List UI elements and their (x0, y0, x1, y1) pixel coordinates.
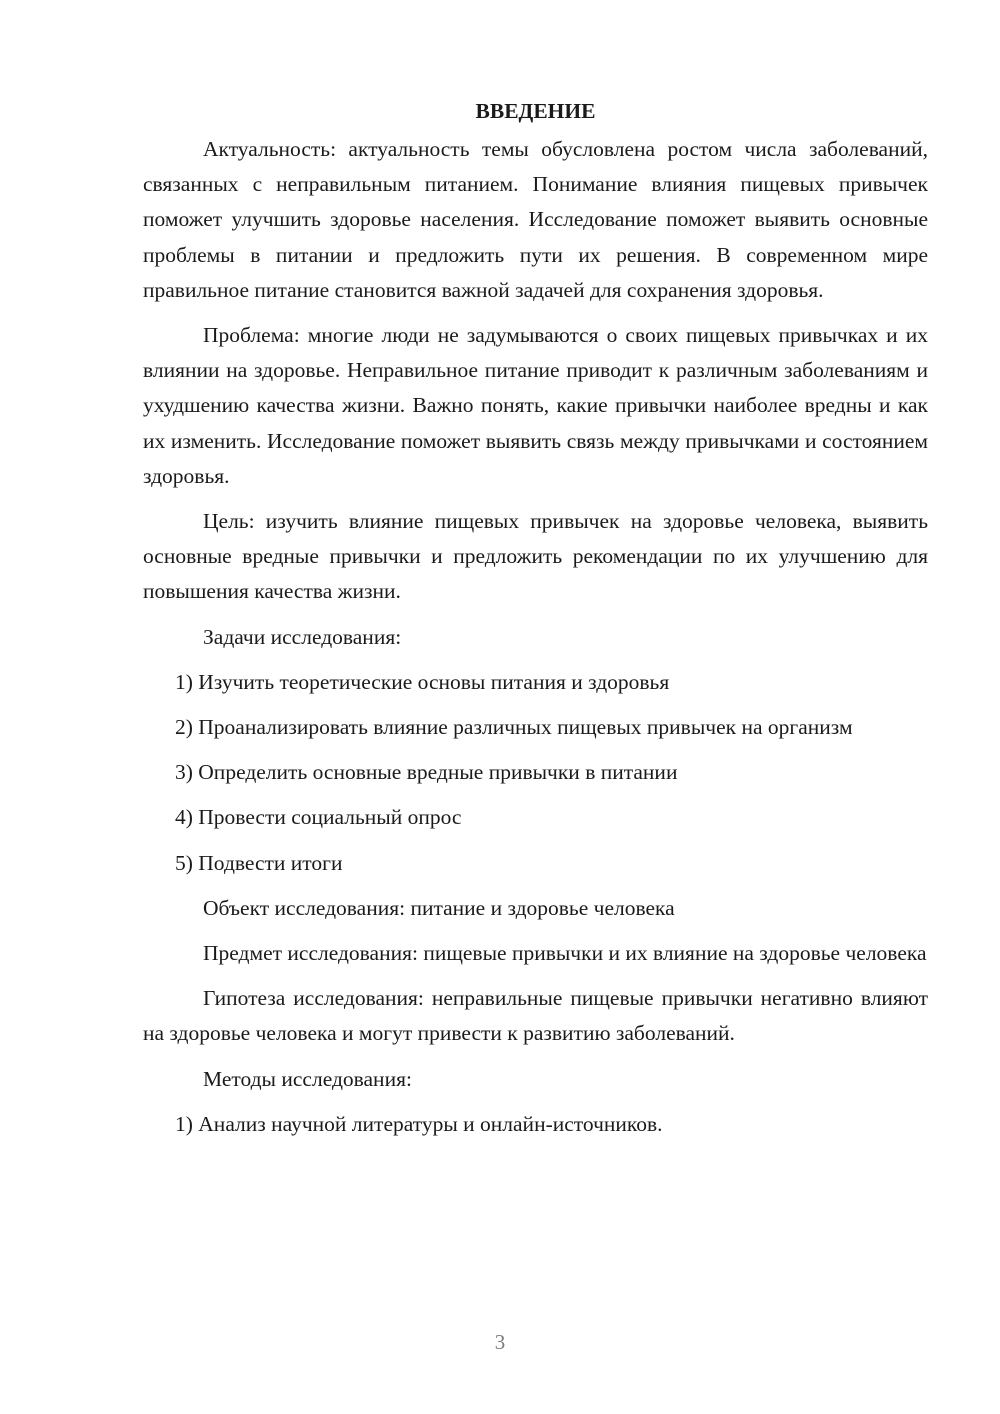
methods-label: Методы исследования: (203, 1066, 412, 1091)
task-item: 2) Проанализировать влияние различных пищевых привычек на организм (175, 715, 853, 740)
tasks-label: Задачи исследования: (203, 624, 402, 649)
subject-paragraph: Предмет исследования: пищевые привычки и их влияние на здоровье человека (203, 941, 927, 966)
task-item: 1) Изучить теоретические основы питания и здоровья (175, 669, 670, 694)
goal-paragraph: Цель: изучить влияние пищевых привычек на здоровье человека, выявить основные вредные привычки и предложить рекомендации по их улучшению для повышения качества жизни. (143, 509, 928, 604)
relevance-paragraph: Актуальность: актуальность темы обусловлена ростом числа заболеваний, связанных с неправильным питанием. Понимание влияния пищевых привычек поможет улучшить здоровье населения. Исследование поможет выявить основные проблемы в питании и предложить пути их решения. В современном мире правильное питание становится важной задачей для сохранения здоровья. (143, 137, 928, 302)
section-title: ВВЕДЕНИЕ (475, 99, 596, 123)
document-page (143, 96, 928, 1142)
hypothesis-paragraph: Гипотеза исследования: неправильные пищевые привычки негативно влияют на здоровье человека и могут привести к развитию заболеваний. (143, 986, 928, 1046)
page-number: 3 (494, 1330, 506, 1354)
object-paragraph: Объект исследования: питание и здоровье человека (203, 895, 675, 920)
task-item: 4) Провести социальный опрос (175, 805, 462, 830)
task-item: 5) Подвести итоги (175, 850, 343, 875)
problem-paragraph: Проблема: многие люди не задумываются о своих пищевых привычках и их влиянии на здоровье. Неправильное питание приводит к различным заболеваниям и ухудшению качества жизни. Важно понять, какие привычки наиболее вредны и как их изменить. Исследование поможет выявить связь между привычками и состоянием здоровья. (143, 323, 928, 488)
method-item: 1) Анализ научной литературы и онлайн-источников. (175, 1111, 663, 1136)
task-item: 3) Определить основные вредные привычки в питании (175, 760, 678, 785)
